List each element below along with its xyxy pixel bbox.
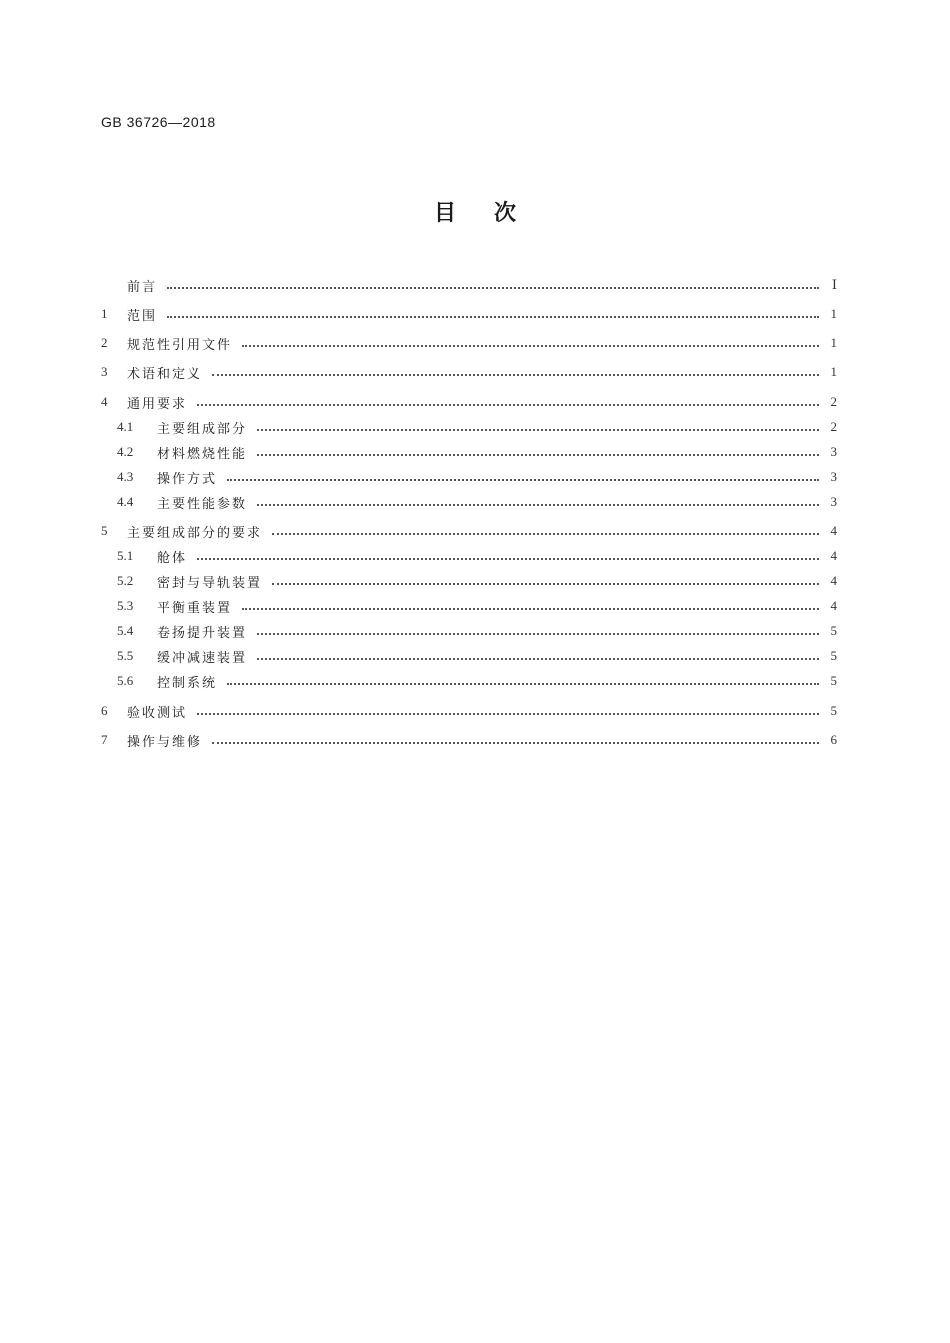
toc-leader-dots [227,479,819,481]
toc-entry-label: 舱体 [157,550,188,566]
toc-entry-label: 前言 [127,279,158,295]
toc-leader-dots [242,608,819,610]
toc-entry-number: 6 [101,703,108,718]
toc-entry-number: 4.2 [117,444,134,459]
toc-title: 目次 [433,201,554,226]
toc-entry[interactable] [101,571,837,591]
toc-entry-number: 5 [101,523,108,538]
toc-entry-page: 5 [830,673,837,688]
toc-entry-label: 术语和定义 [127,366,203,382]
toc-leader-dots [197,713,819,715]
toc-entry[interactable] [101,546,837,566]
toc-entry-number: 4 [101,394,108,409]
toc-entry-page: 3 [830,494,837,509]
toc-leader-dots [197,404,819,406]
toc-entry-label: 主要组成部分的要求 [127,525,263,541]
toc-entry[interactable] [101,671,837,691]
toc-entry[interactable] [101,275,837,295]
toc-entry[interactable] [101,596,837,616]
toc-entry[interactable] [101,392,837,412]
toc-entry-number: 5.3 [117,598,134,613]
toc-entry-label: 通用要求 [127,396,188,412]
toc-entry-label: 操作方式 [157,471,218,487]
toc-entry[interactable] [101,442,837,462]
toc-entry-number: 2 [101,335,108,350]
toc-entry-number: 1 [101,306,108,321]
toc-entry-page: 5 [830,623,837,638]
toc-entry-page: 2 [830,394,837,409]
toc-entry-page: 3 [830,469,837,484]
toc-entry-number: 4.1 [117,419,134,434]
toc-entry[interactable] [101,467,837,487]
toc-leader-dots [257,504,819,506]
toc-entry-label: 验收测试 [127,705,188,721]
toc-entry-number: 5.4 [117,623,134,638]
toc-entry-label: 操作与维修 [127,734,203,750]
toc-leader-dots [272,533,819,535]
toc-entry-number: 5.2 [117,573,134,588]
toc-entry-number: 5.5 [117,648,134,663]
toc-leader-dots [242,345,819,347]
toc-entry-label: 规范性引用文件 [127,337,233,353]
toc-entry-page: 4 [830,573,837,588]
toc-entry[interactable] [101,362,837,382]
toc-entry-page: 4 [830,523,837,538]
toc-entry-page: 1 [830,306,837,321]
toc-entry[interactable] [101,646,837,666]
toc-leader-dots [257,633,819,635]
toc-entry-label: 控制系统 [157,675,218,691]
standard-code: GB 36726—2018 [101,114,216,130]
toc-entry[interactable] [101,621,837,641]
toc-entry-page: 5 [830,703,837,718]
toc-entry-label: 主要组成部分 [157,421,248,437]
toc-entry-number: 4.3 [117,469,134,484]
toc-leader-dots [197,558,819,560]
toc-leader-dots [212,742,819,744]
toc-entry-page: 3 [830,444,837,459]
toc-entry-number: 5.6 [117,673,134,688]
toc-entry-number: 5.1 [117,548,134,563]
toc-leader-dots [167,316,819,318]
toc-entry-label: 平衡重装置 [157,600,233,616]
toc-leader-dots [227,683,819,685]
toc-entry-page: 4 [830,548,837,563]
toc-entry-number: 3 [101,364,108,379]
toc-entry-page: 4 [830,598,837,613]
toc-entry[interactable] [101,701,837,721]
toc-leader-dots [212,374,819,376]
toc-entry[interactable] [101,333,837,353]
toc-entry-page: 1 [830,335,837,350]
toc-leader-dots [257,454,819,456]
toc-entry-page: 6 [830,732,837,747]
toc-entry-label: 材料燃烧性能 [157,446,248,462]
toc-entry[interactable] [101,521,837,541]
toc-entry-label: 范围 [127,308,158,324]
toc-leader-dots [167,287,819,289]
toc-entry-label: 卷扬提升装置 [157,625,248,641]
toc-entry-number: 4.4 [117,494,134,509]
toc-entry-page: Ⅰ [831,277,837,292]
toc-entry-page: 2 [830,419,837,434]
toc-entry[interactable] [101,417,837,437]
toc-entry-page: 1 [830,364,837,379]
toc-leader-dots [257,658,819,660]
toc-leader-dots [272,583,819,585]
toc-entry-page: 5 [830,648,837,663]
toc-entry[interactable] [101,730,837,750]
toc-entry-label: 密封与导轨装置 [157,575,263,591]
toc-entry[interactable] [101,492,837,512]
toc-entry-label: 主要性能参数 [157,496,248,512]
toc-leader-dots [257,429,819,431]
toc-entry-label: 缓冲减速装置 [157,650,248,666]
toc-entry-number: 7 [101,732,108,747]
toc-entry[interactable] [101,304,837,324]
